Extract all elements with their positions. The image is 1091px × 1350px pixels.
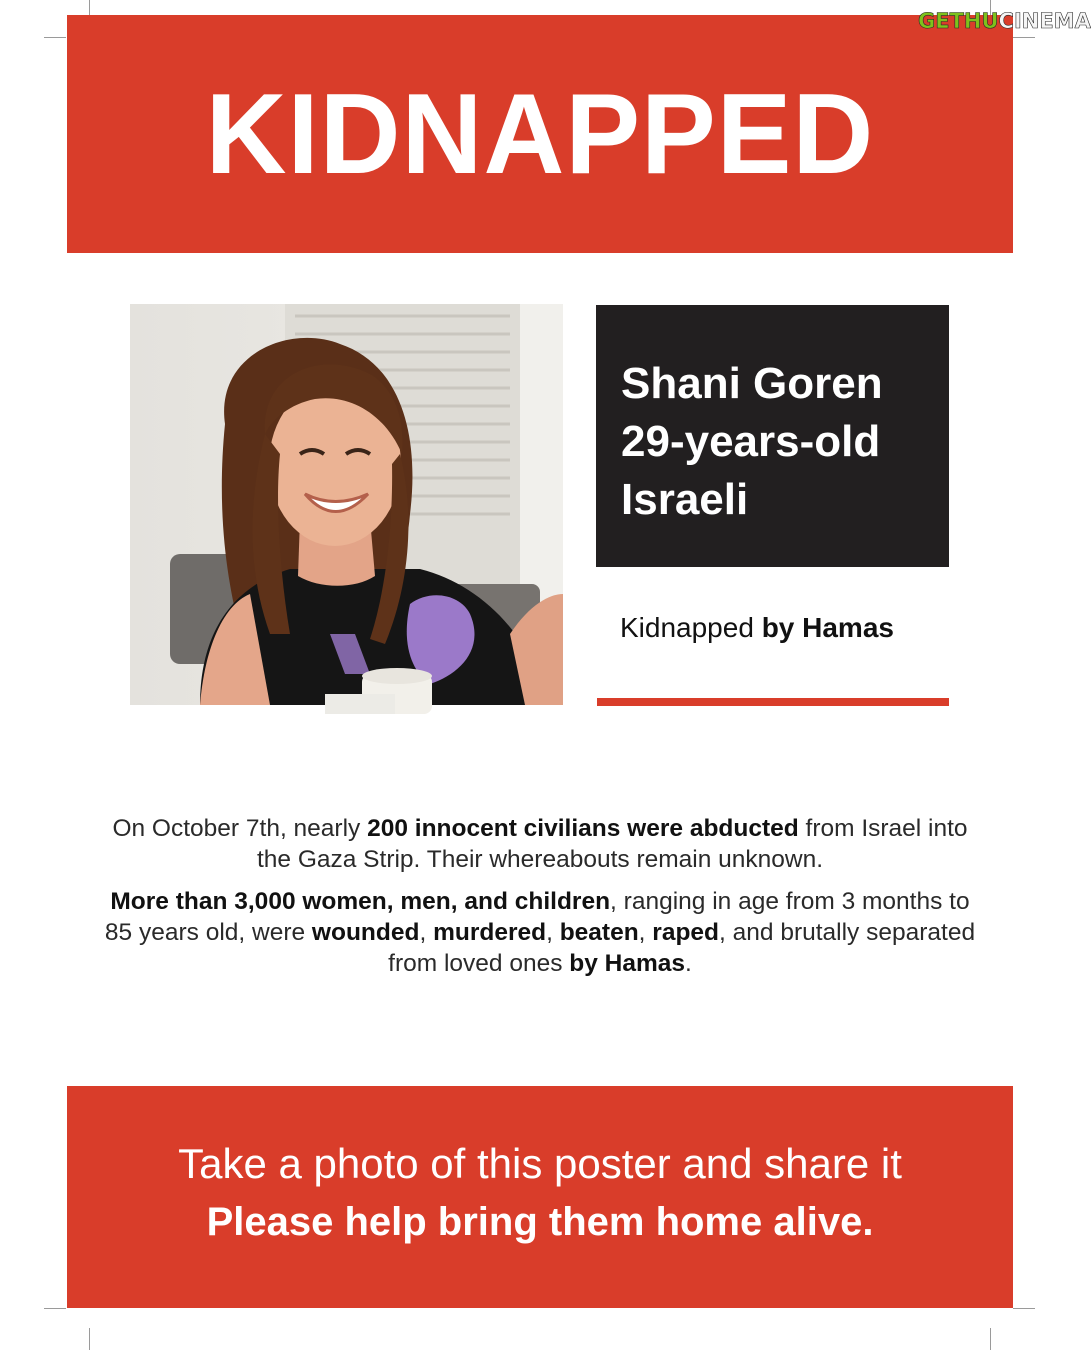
kidnapped-by-label: Kidnapped by Hamas (620, 612, 894, 643)
headline: KIDNAPPED (205, 69, 875, 198)
crop-mark (1013, 37, 1035, 38)
crop-mark (1013, 1308, 1035, 1309)
watermark-text: GETHUCINEMA (918, 8, 1091, 33)
person-name: Shani Goren (621, 359, 883, 408)
name-box (596, 305, 949, 567)
description-text (100, 813, 980, 979)
call-to-action-banner (67, 1086, 1013, 1308)
paragraph-abduction: On October 7th, nearly 200 innocent civilians were abducted from Israel into the Gaza Strip. Their whereabouts remain unknown. (112, 815, 968, 873)
crop-mark (990, 1328, 991, 1350)
crop-mark (44, 37, 66, 38)
person-age: 29-years-old (621, 417, 881, 466)
portrait-photo (130, 304, 563, 705)
watermark-logo (918, 6, 1091, 36)
crop-mark (89, 1328, 90, 1350)
divider-line (597, 698, 949, 706)
paragraph-victims: More than 3,000 women, men, and children, ranging in age from 3 months to 85 years old, were wounded, murdered, beaten, raped, and brutally separated from loved ones by Hamas. (104, 888, 976, 977)
call-to-action-line1: Take a photo of this poster and share it (178, 1140, 902, 1187)
headline-banner (67, 15, 1013, 253)
call-to-action-line2: Please help bring them home alive. (206, 1200, 874, 1244)
portrait-illustration (130, 304, 563, 705)
crop-mark (44, 1308, 66, 1309)
person-nationality: Israeli (621, 475, 749, 524)
